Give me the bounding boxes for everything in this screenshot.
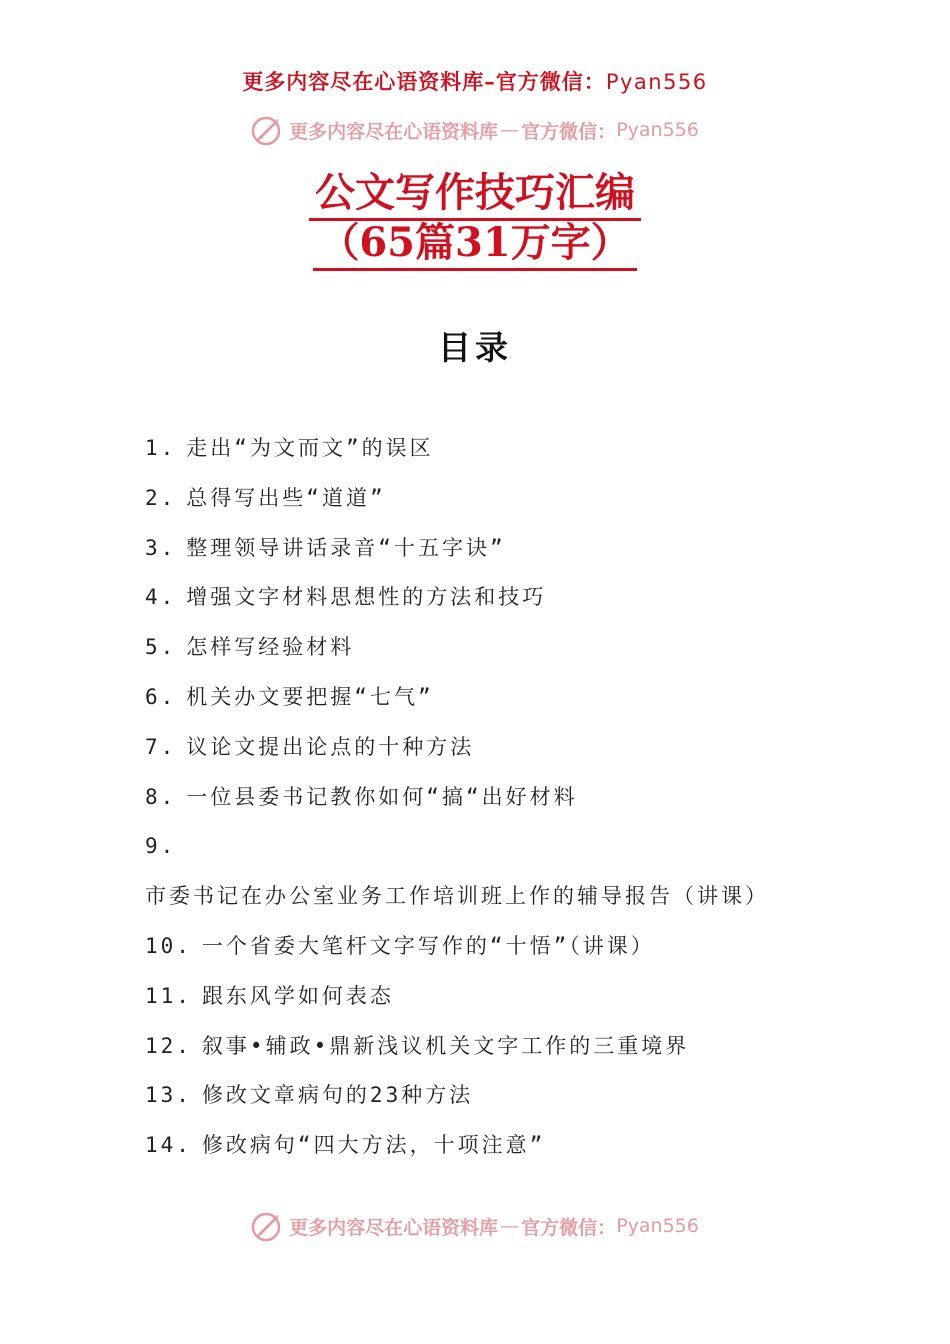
toc-item[interactable]: 10. 一个省委大笔杆文字写作的“十悟”（讲课） (145, 933, 655, 958)
toc-item[interactable]: 12. 叙事•辅政•鼎新浅议机关文字工作的三重境界 (145, 1033, 690, 1058)
document-title-line2: （65篇31万字） (0, 218, 950, 271)
toc-item[interactable]: 7. 议论文提出论点的十种方法 (145, 734, 475, 759)
watermark-wechat-id: Pyan556 (616, 119, 699, 141)
toc-item[interactable]: 2. 总得写出些“道道” (145, 485, 386, 510)
watermark-text: 更多内容尽在心语资料库 (289, 120, 499, 143)
watermark-bottom (0, 1209, 950, 1243)
pen-logo-icon (251, 1209, 285, 1243)
pen-logo-icon (251, 113, 285, 147)
watermark-top (0, 113, 950, 147)
promo-header (0, 66, 950, 96)
toc-item[interactable]: 6. 机关办文要把握“七气” (145, 684, 434, 709)
toc-list (145, 424, 810, 1171)
toc-item[interactable]: 3. 整理领导讲话录音“十五字诀” (145, 535, 506, 560)
toc-item[interactable]: 4. 增强文字材料思想性的方法和技巧 (145, 585, 547, 610)
toc-item[interactable]: 8. 一位县委书记教你如何“搞“出好材料 (145, 784, 578, 809)
toc-item[interactable]: 5. 怎样写经验材料 (145, 635, 355, 660)
watermark-separator: — (500, 1215, 520, 1237)
watermark-text: 更多内容尽在心语资料库 (289, 1216, 499, 1239)
toc-item[interactable]: 14. 修改病句“四大方法，十项注意” (145, 1133, 546, 1158)
toc-item[interactable]: 11. 跟东风学如何表态 (145, 983, 394, 1008)
watermark-wechat-label: 官方微信： (521, 1216, 617, 1239)
watermark-wechat-label: 官方微信： (521, 120, 617, 143)
promo-text: 更多内容尽在心语资料库–官方微信： (242, 69, 606, 94)
toc-heading: 目录 (438, 328, 512, 367)
watermark-separator: — (500, 119, 520, 141)
watermark-wechat-id: Pyan556 (616, 1215, 699, 1237)
toc-item[interactable]: 13. 修改文章病句的23种方法 (145, 1083, 474, 1108)
document-title-line1: 公文写作技巧汇编 (0, 168, 950, 221)
toc-item[interactable]: 9.市委书记在办公室业务工作培训班上作的辅导报告（讲课） (145, 834, 769, 909)
toc-item[interactable]: 1. 走出“为文而文”的误区 (145, 436, 434, 460)
promo-wechat-id: Pyan556 (605, 70, 708, 94)
